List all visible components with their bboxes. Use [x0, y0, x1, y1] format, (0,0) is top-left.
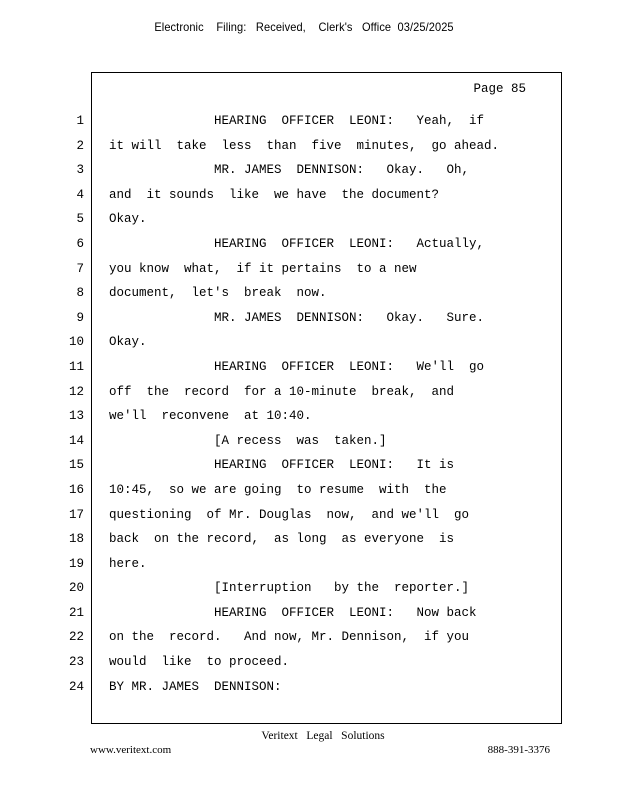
line-number-column [58, 112, 84, 702]
transcript-line: document, let's break now. [109, 286, 327, 301]
line-number: 14 [68, 433, 84, 448]
transcript-line: HEARING OFFICER LEONI: Actually, [109, 236, 485, 251]
transcript-line: off the record for a 10-minute break, and [109, 384, 455, 399]
transcript-line: you know what, if it pertains to a new [109, 261, 417, 276]
transcript-line: back on the record, as long as everyone is [109, 532, 455, 547]
transcript-line: here. [109, 556, 147, 571]
line-number: 24 [68, 679, 84, 694]
transcript-line: questioning of Mr. Douglas now, and we'll go [109, 507, 470, 522]
transcript-line: [Interruption by the reporter.] [109, 581, 470, 596]
transcript-line: MR. JAMES DENNISON: Okay. Sure. [109, 310, 485, 325]
line-number: 3 [76, 163, 84, 178]
line-number: 20 [68, 581, 84, 596]
line-number: 5 [76, 212, 84, 227]
footer-phone: 888-391-3376 [487, 744, 550, 756]
transcript-line: would like to proceed. [109, 655, 290, 670]
line-number: 8 [76, 286, 84, 301]
transcript-line: we'll reconvene at 10:40. [109, 409, 312, 424]
transcript-line: [A recess was taken.] [109, 433, 387, 448]
transcript-line: 10:45, so we are going to resume with the [109, 482, 447, 497]
transcript-line: and it sounds like we have the document? [109, 187, 440, 202]
page-number: Page 85 [473, 82, 526, 96]
line-number: 7 [76, 261, 84, 276]
transcript-line: Okay. [109, 212, 147, 227]
line-number: 1 [76, 114, 84, 128]
transcript-line: BY MR. JAMES DENNISON: [109, 679, 282, 694]
line-number: 22 [68, 630, 84, 645]
transcript-line: HEARING OFFICER LEONI: Now back [109, 605, 477, 620]
line-number: 18 [68, 532, 84, 547]
transcript-line: on the record. And now, Mr. Dennison, if you [109, 630, 470, 645]
line-number: 15 [68, 458, 84, 473]
line-number: 16 [68, 482, 84, 497]
transcript-line: HEARING OFFICER LEONI: It is [109, 458, 455, 473]
line-number: 2 [76, 138, 84, 153]
transcript-line: HEARING OFFICER LEONI: We'll go [109, 359, 485, 374]
filing-header: Electronic Filing: Received, Clerk's Office 03/25/2025 [154, 20, 454, 34]
line-number: 6 [76, 236, 84, 251]
line-number: 17 [68, 507, 84, 522]
line-number: 4 [76, 187, 84, 202]
transcript-line: MR. JAMES DENNISON: Okay. Oh, [109, 163, 470, 178]
transcript-text-column [109, 112, 549, 702]
footer-company-name: Veritext Legal Solutions [261, 730, 385, 742]
line-number: 10 [68, 335, 84, 350]
line-number: 9 [76, 310, 84, 325]
line-number: 13 [68, 409, 84, 424]
transcript-line: HEARING OFFICER LEONI: Yeah, if [109, 114, 485, 128]
transcript-line: Okay. [109, 335, 147, 350]
footer-website: www.veritext.com [90, 744, 172, 756]
line-number: 19 [68, 556, 84, 571]
line-number: 11 [68, 359, 84, 374]
transcript-line: it will take less than five minutes, go ahead. [109, 138, 500, 153]
line-number: 23 [68, 655, 84, 670]
line-number: 12 [68, 384, 84, 399]
line-number: 21 [68, 605, 84, 620]
